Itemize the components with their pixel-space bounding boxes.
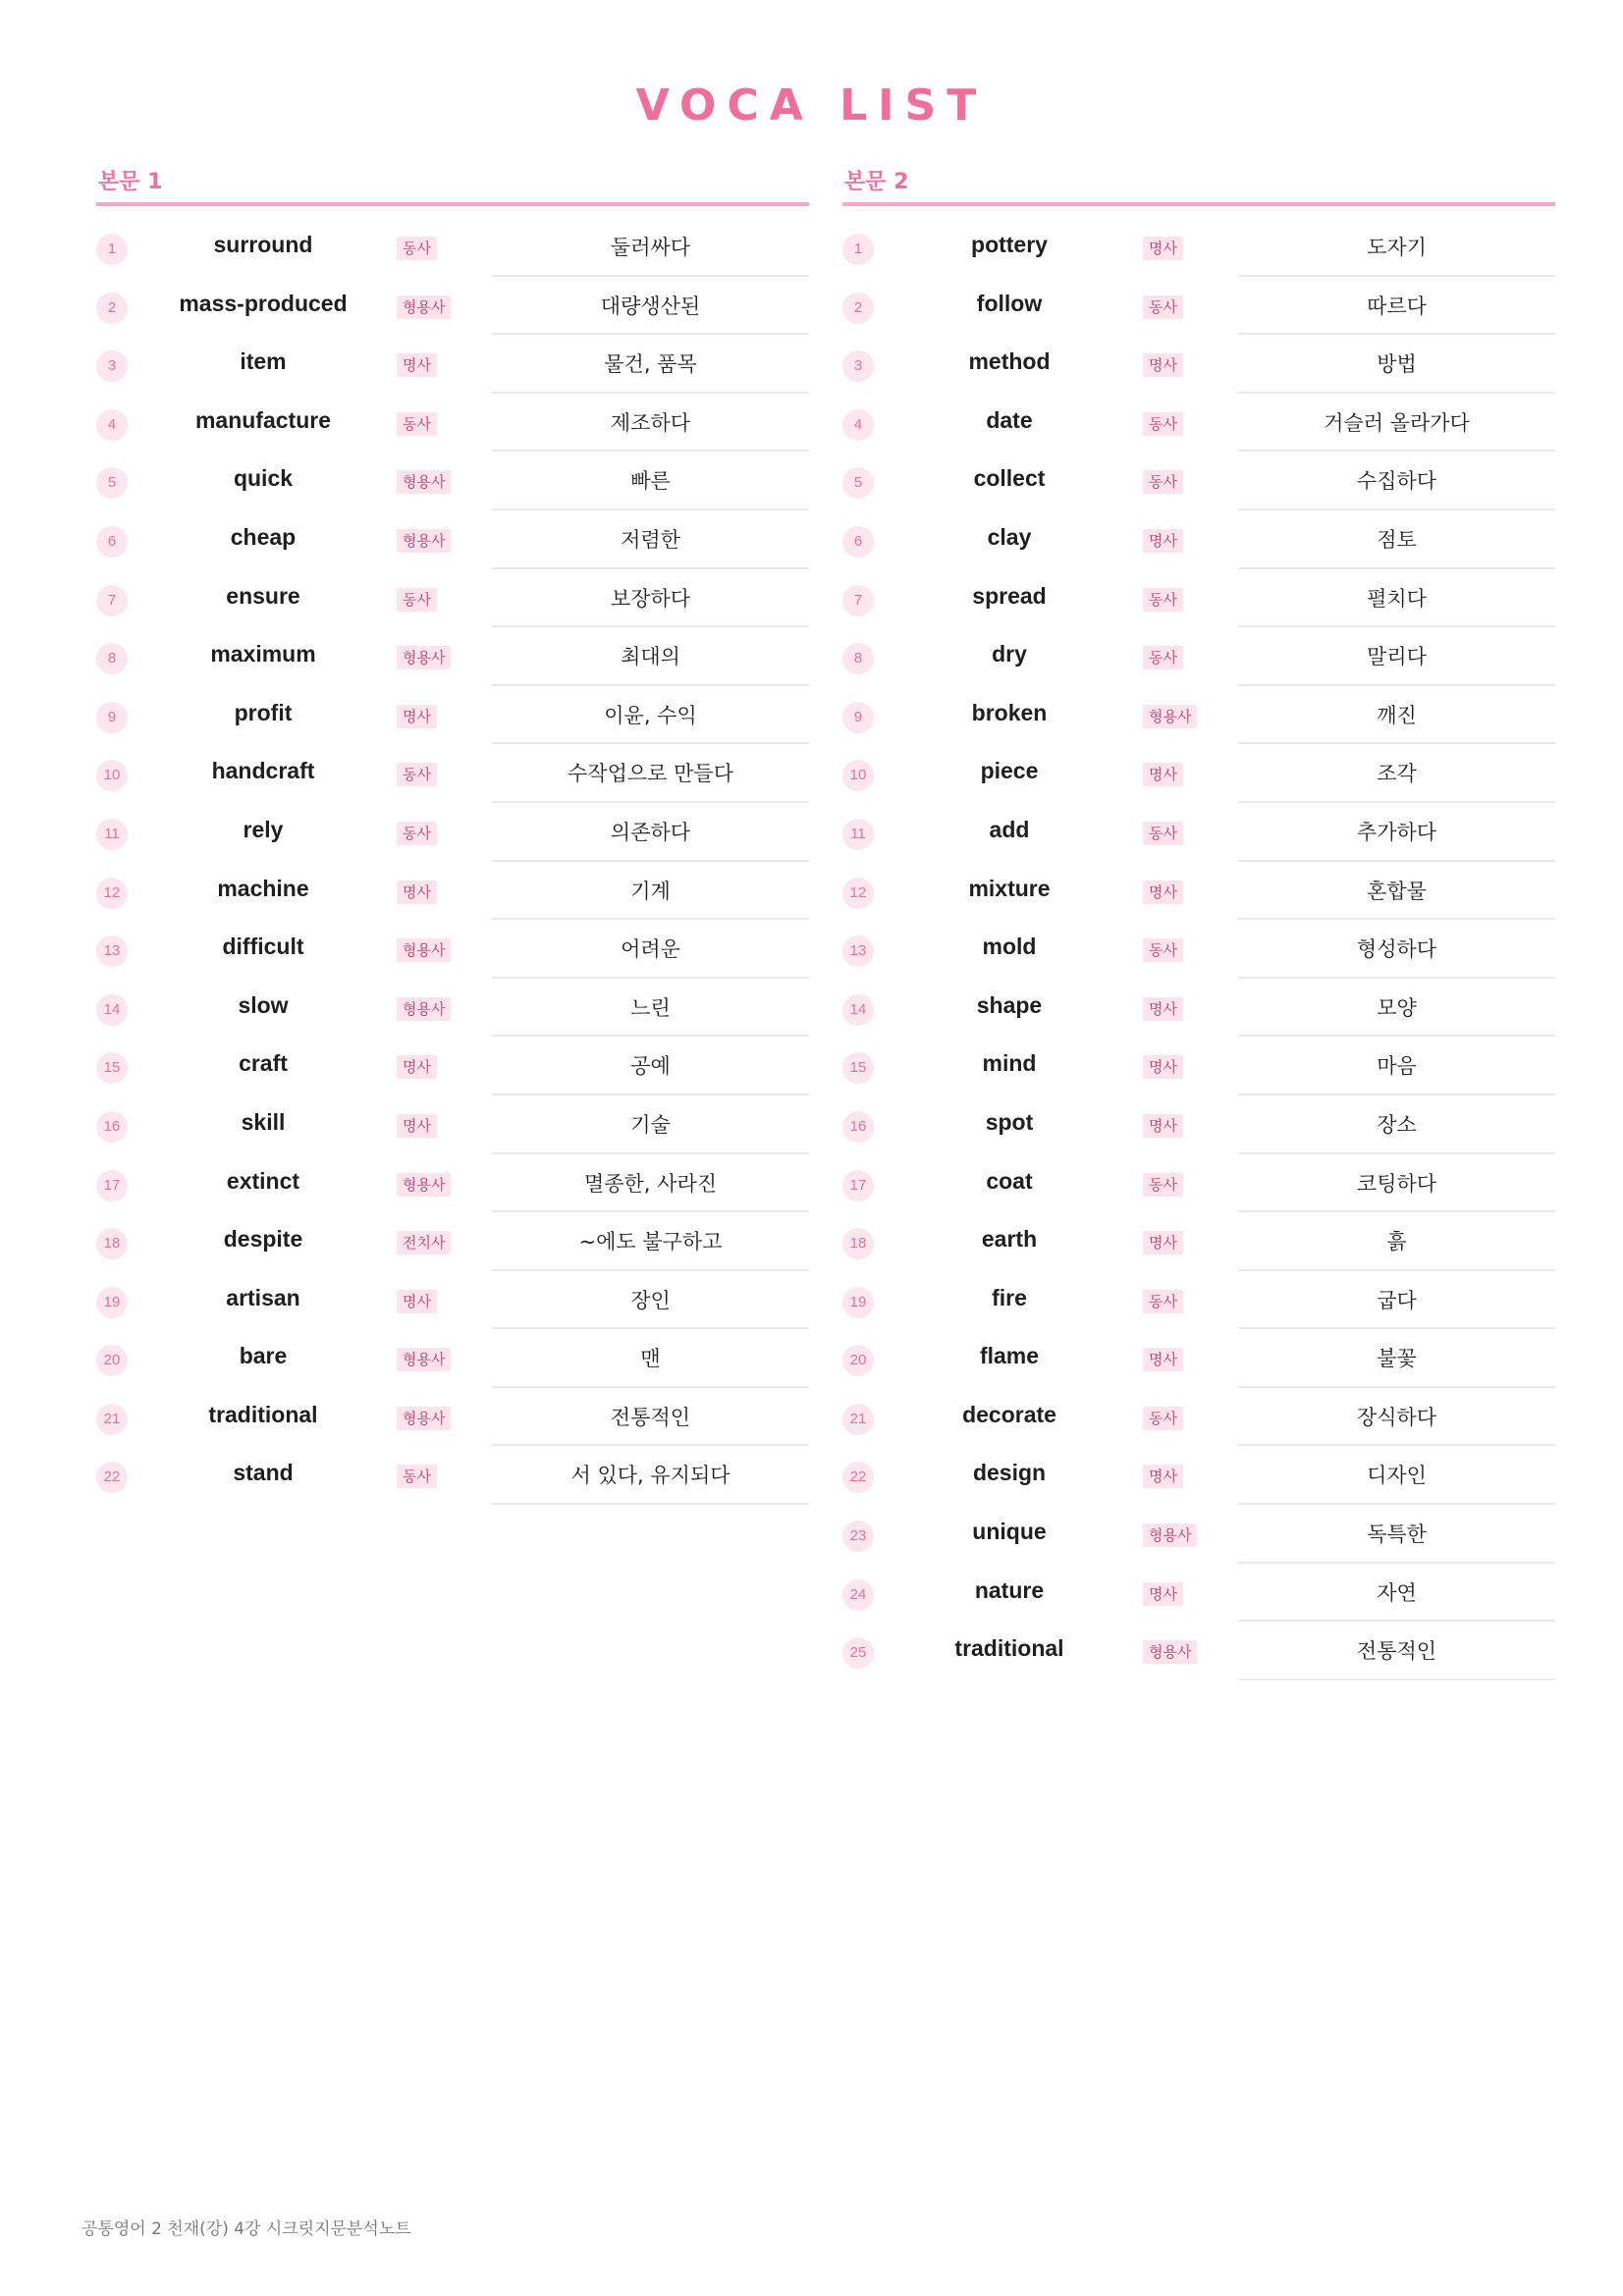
vocab-row [96, 569, 809, 628]
vocab-row [96, 862, 809, 921]
part-of-speech-badge: 명사 [397, 1055, 437, 1079]
part-of-speech-badge: 형용사 [397, 529, 451, 553]
row-number: 10 [96, 760, 128, 791]
vocab-row [842, 803, 1555, 862]
vocab-meaning: 맨 [640, 1347, 661, 1371]
row-number: 12 [842, 878, 874, 909]
part-of-speech-badge: 형용사 [1143, 1523, 1197, 1547]
part-of-speech-badge: 동사 [1143, 470, 1183, 494]
vocab-meaning: ~에도 불구하고 [578, 1230, 723, 1255]
row-number: 25 [842, 1637, 874, 1669]
vocab-word: handcraft [211, 758, 315, 784]
vocab-meaning: 느린 [630, 995, 671, 1020]
vocab-row [96, 686, 809, 745]
part-of-speech-badge: 명사 [1143, 353, 1183, 377]
vocab-word: skill [241, 1108, 286, 1135]
vocab-word: craft [239, 1050, 288, 1077]
vocab-row [842, 218, 1555, 277]
row-number: 22 [842, 1462, 874, 1493]
row-number: 14 [96, 994, 128, 1026]
vocab-row [842, 1212, 1555, 1271]
vocab-meaning: 혼합물 [1367, 879, 1427, 903]
vocab-word: piece [980, 758, 1039, 784]
vocab-row [96, 452, 809, 510]
vocab-meaning: 흙 [1386, 1230, 1407, 1255]
vocab-row [96, 335, 809, 394]
vocab-row [842, 1505, 1555, 1564]
part-of-speech-badge: 동사 [1143, 412, 1183, 436]
part-of-speech-badge: 형용사 [397, 470, 451, 494]
vocab-word: traditional [954, 1635, 1064, 1662]
vocab-row [842, 1095, 1555, 1154]
part-of-speech-badge: 명사 [1143, 1231, 1183, 1255]
row-number: 22 [96, 1462, 128, 1493]
vocab-row [96, 1212, 809, 1271]
row-number: 7 [842, 585, 874, 616]
vocab-word: machine [217, 875, 309, 901]
vocab-row [842, 627, 1555, 686]
vocab-meaning: 수작업으로 만들다 [568, 762, 733, 786]
vocab-meaning: 점토 [1377, 527, 1417, 552]
row-number: 11 [96, 819, 128, 850]
part-of-speech-badge: 명사 [1143, 1582, 1183, 1606]
part-of-speech-badge: 형용사 [397, 295, 451, 319]
part-of-speech-badge: 동사 [1143, 938, 1183, 962]
row-number: 5 [96, 467, 128, 499]
row-number: 24 [842, 1579, 874, 1611]
row-number: 10 [842, 760, 874, 791]
vocab-word: method [968, 348, 1051, 375]
vocab-meaning: 마음 [1377, 1054, 1417, 1079]
vocab-meaning: 기술 [630, 1112, 671, 1137]
vocab-word: fire [992, 1284, 1027, 1310]
section-divider [842, 202, 1555, 206]
vocab-row [842, 569, 1555, 628]
vocab-row [842, 394, 1555, 453]
vocab-row [96, 1037, 809, 1095]
vocab-row [96, 920, 809, 979]
vocab-word: despite [223, 1226, 303, 1253]
part-of-speech-badge: 동사 [1143, 1173, 1183, 1197]
vocab-meaning: 대량생산된 [600, 294, 701, 318]
vocab-meaning: 공예 [630, 1054, 671, 1079]
row-number: 14 [842, 994, 874, 1026]
vocab-row [842, 979, 1555, 1038]
row-number: 17 [96, 1170, 128, 1201]
part-of-speech-badge: 명사 [397, 705, 437, 728]
vocab-meaning: 도자기 [1367, 236, 1427, 259]
row-number: 18 [842, 1228, 874, 1259]
footer-text: 공통영어 2 천재(강) 4강 시크릿지문분석노트 [81, 2219, 411, 2239]
part-of-speech-badge: 명사 [397, 1290, 437, 1313]
part-of-speech-badge: 명사 [1143, 881, 1183, 904]
vocab-meaning: 저렴한 [621, 527, 680, 552]
part-of-speech-badge: 형용사 [397, 997, 451, 1021]
vocab-word: difficult [222, 934, 304, 960]
part-of-speech-badge: 명사 [1143, 1348, 1183, 1371]
row-number: 15 [842, 1052, 874, 1084]
vocab-word: slow [238, 991, 289, 1018]
row-number: 8 [96, 643, 128, 674]
vocab-word: mind [982, 1050, 1037, 1077]
row-number: 15 [96, 1052, 128, 1084]
part-of-speech-badge: 동사 [397, 412, 437, 436]
vocab-meaning: 자연 [1377, 1580, 1417, 1605]
row-number: 16 [842, 1111, 874, 1143]
part-of-speech-badge: 동사 [397, 588, 437, 612]
row-number: 20 [842, 1345, 874, 1376]
vocab-row [96, 1154, 809, 1213]
vocab-row [96, 1271, 809, 1330]
vocab-word: follow [976, 290, 1043, 316]
row-number: 5 [842, 467, 874, 499]
vocab-word: bare [239, 1343, 288, 1369]
vocab-meaning: 기계 [630, 879, 671, 903]
section-divider [96, 202, 809, 206]
row-number: 3 [96, 350, 128, 382]
vocab-meaning: 형성하다 [1356, 937, 1437, 962]
vocab-meaning: 말리다 [1367, 645, 1427, 669]
vocab-word: profit [234, 699, 293, 725]
page-title: VOCA LIST [635, 80, 988, 131]
part-of-speech-badge: 동사 [1143, 1407, 1183, 1430]
row-divider [1238, 1679, 1555, 1681]
vocab-meaning: 전통적인 [1356, 1639, 1437, 1664]
row-divider [492, 1503, 809, 1505]
part-of-speech-badge: 형용사 [397, 938, 451, 962]
part-of-speech-badge: 동사 [1143, 1290, 1183, 1313]
vocab-word: clay [987, 523, 1032, 550]
vocab-row [96, 1388, 809, 1447]
vocab-row [842, 920, 1555, 979]
vocab-word: stand [233, 1460, 294, 1486]
vocab-word: surround [213, 232, 313, 257]
vocab-row [96, 218, 809, 277]
row-number: 6 [842, 526, 874, 558]
vocab-meaning: 최대의 [621, 645, 680, 669]
vocab-meaning: 어려운 [621, 937, 680, 962]
vocab-row [842, 1564, 1555, 1623]
vocab-row [842, 862, 1555, 921]
part-of-speech-badge: 동사 [397, 1465, 437, 1488]
part-of-speech-badge: 형용사 [397, 1173, 451, 1197]
vocab-word: earth [981, 1226, 1038, 1253]
vocab-row [842, 510, 1555, 569]
part-of-speech-badge: 전치사 [397, 1231, 451, 1255]
part-of-speech-badge: 명사 [1143, 1114, 1183, 1138]
row-number: 21 [96, 1404, 128, 1435]
vocab-meaning: 디자인 [1367, 1464, 1427, 1488]
part-of-speech-badge: 형용사 [397, 1407, 451, 1430]
row-number: 1 [842, 234, 874, 265]
vocab-meaning: 모양 [1377, 995, 1417, 1020]
vocab-meaning: 빠른 [630, 469, 671, 494]
vocab-meaning: 깨진 [1377, 703, 1417, 727]
row-number: 20 [96, 1345, 128, 1376]
vocab-row [842, 686, 1555, 745]
vocab-word: traditional [208, 1401, 318, 1427]
vocab-meaning: 장소 [1377, 1112, 1417, 1137]
vocab-meaning: 굽다 [1377, 1288, 1417, 1312]
vocab-row [96, 1095, 809, 1154]
section-2 [842, 163, 1555, 1681]
part-of-speech-badge: 명사 [1143, 237, 1183, 260]
row-number: 17 [842, 1170, 874, 1201]
part-of-speech-badge: 명사 [1143, 529, 1183, 553]
vocab-row [96, 744, 809, 803]
vocab-word: mass-produced [179, 290, 348, 316]
vocab-word: cheap [230, 523, 297, 550]
vocab-meaning: 따르다 [1367, 294, 1427, 318]
vocab-word: unique [972, 1519, 1047, 1545]
vocab-row [842, 1329, 1555, 1388]
vocab-list [96, 218, 809, 1505]
row-number: 18 [96, 1228, 128, 1259]
vocab-meaning: 보장하다 [610, 586, 691, 611]
part-of-speech-badge: 동사 [1143, 822, 1183, 845]
vocab-word: mixture [968, 875, 1051, 901]
vocab-meaning: 의존하다 [610, 820, 691, 844]
vocab-word: manufacture [194, 406, 332, 433]
vocab-word: extinct [226, 1167, 300, 1194]
vocab-word: dry [992, 641, 1027, 667]
vocab-word: pottery [971, 232, 1048, 257]
vocab-meaning: 조각 [1377, 762, 1417, 786]
part-of-speech-badge: 명사 [1143, 763, 1183, 786]
vocab-row [842, 277, 1555, 336]
vocab-word: spot [985, 1108, 1034, 1135]
vocab-meaning: 추가하다 [1356, 820, 1437, 844]
vocab-meaning: 거슬러 올라가다 [1324, 410, 1470, 435]
vocab-word: rely [243, 816, 284, 842]
vocab-row [842, 744, 1555, 803]
vocab-word: ensure [226, 582, 300, 609]
vocab-meaning: 펼치다 [1367, 586, 1427, 611]
row-number: 2 [96, 293, 128, 324]
part-of-speech-badge: 동사 [397, 763, 437, 786]
part-of-speech-badge: 동사 [397, 237, 437, 260]
vocab-meaning: 장식하다 [1356, 1405, 1437, 1429]
vocab-word: decorate [962, 1401, 1056, 1427]
row-number: 8 [842, 643, 874, 674]
part-of-speech-badge: 형용사 [1143, 1640, 1197, 1664]
vocab-word: add [989, 816, 1030, 842]
part-of-speech-badge: 동사 [1143, 646, 1183, 669]
row-number: 4 [96, 409, 128, 441]
vocab-meaning: 장인 [630, 1288, 671, 1312]
vocab-word: spread [972, 582, 1047, 609]
row-number: 23 [842, 1521, 874, 1552]
vocab-meaning: 수집하다 [1356, 469, 1437, 494]
vocab-meaning: 제조하다 [610, 410, 691, 435]
vocab-row [96, 979, 809, 1038]
row-number: 19 [842, 1287, 874, 1318]
vocab-row [96, 510, 809, 569]
vocab-word: broken [971, 699, 1048, 725]
part-of-speech-badge: 동사 [1143, 295, 1183, 319]
vocab-row [842, 1622, 1555, 1681]
row-number: 13 [842, 935, 874, 967]
vocab-word: design [972, 1460, 1047, 1486]
row-number: 1 [96, 234, 128, 265]
row-number: 12 [96, 878, 128, 909]
vocab-meaning: 멸종한, 사라진 [583, 1171, 718, 1196]
row-number: 7 [96, 585, 128, 616]
vocab-meaning: 불꽃 [1377, 1347, 1417, 1371]
part-of-speech-badge: 명사 [1143, 1465, 1183, 1488]
vocab-list [842, 218, 1555, 1681]
part-of-speech-badge: 동사 [1143, 588, 1183, 612]
vocab-meaning: 서 있다, 유지되다 [570, 1464, 730, 1488]
vocab-meaning: 독특한 [1367, 1522, 1427, 1547]
vocab-word: nature [974, 1576, 1045, 1603]
row-number: 13 [96, 935, 128, 967]
vocab-meaning: 물건, 품목 [604, 352, 697, 377]
vocab-word: quick [233, 465, 294, 492]
vocab-row [96, 394, 809, 453]
row-number: 6 [96, 526, 128, 558]
vocab-word: collect [973, 465, 1046, 492]
vocab-row [842, 1154, 1555, 1213]
row-number: 9 [842, 702, 874, 733]
vocab-word: artisan [226, 1284, 300, 1310]
row-number: 9 [96, 702, 128, 733]
section-1 [96, 163, 809, 1505]
part-of-speech-badge: 명사 [397, 353, 437, 377]
row-number: 2 [842, 293, 874, 324]
row-number: 3 [842, 350, 874, 382]
part-of-speech-badge: 명사 [1143, 1055, 1183, 1079]
part-of-speech-badge: 형용사 [397, 646, 451, 669]
vocab-word: maximum [210, 641, 316, 667]
vocab-word: item [240, 348, 287, 375]
vocab-row [842, 1388, 1555, 1447]
vocab-word: date [986, 406, 1033, 433]
vocab-row [842, 1037, 1555, 1095]
vocab-row [96, 277, 809, 336]
vocab-word: mold [982, 934, 1037, 960]
vocab-row [96, 627, 809, 686]
row-number: 16 [96, 1111, 128, 1143]
row-number: 19 [96, 1287, 128, 1318]
vocab-row [96, 1329, 809, 1388]
vocab-word: shape [976, 991, 1043, 1018]
vocab-word: coat [986, 1167, 1033, 1194]
vocab-row [842, 1271, 1555, 1330]
part-of-speech-badge: 명사 [397, 1114, 437, 1138]
vocab-row [842, 335, 1555, 394]
vocab-row [842, 452, 1555, 510]
row-number: 11 [842, 819, 874, 850]
vocab-row [96, 1446, 809, 1505]
vocab-meaning: 전통적인 [610, 1405, 691, 1429]
part-of-speech-badge: 형용사 [397, 1348, 451, 1371]
vocab-row [96, 803, 809, 862]
section-title: 본문 1 [98, 170, 163, 194]
vocab-meaning: 코팅하다 [1356, 1171, 1437, 1196]
part-of-speech-badge: 동사 [397, 822, 437, 845]
part-of-speech-badge: 명사 [1143, 997, 1183, 1021]
vocab-row [842, 1446, 1555, 1505]
vocab-meaning: 이윤, 수익 [604, 703, 697, 727]
vocab-word: flame [979, 1343, 1040, 1369]
vocab-meaning: 둘러싸다 [610, 236, 691, 259]
row-number: 21 [842, 1404, 874, 1435]
vocab-meaning: 방법 [1377, 352, 1417, 377]
part-of-speech-badge: 명사 [397, 881, 437, 904]
part-of-speech-badge: 형용사 [1143, 705, 1197, 728]
row-number: 4 [842, 409, 874, 441]
section-title: 본문 2 [844, 170, 909, 194]
